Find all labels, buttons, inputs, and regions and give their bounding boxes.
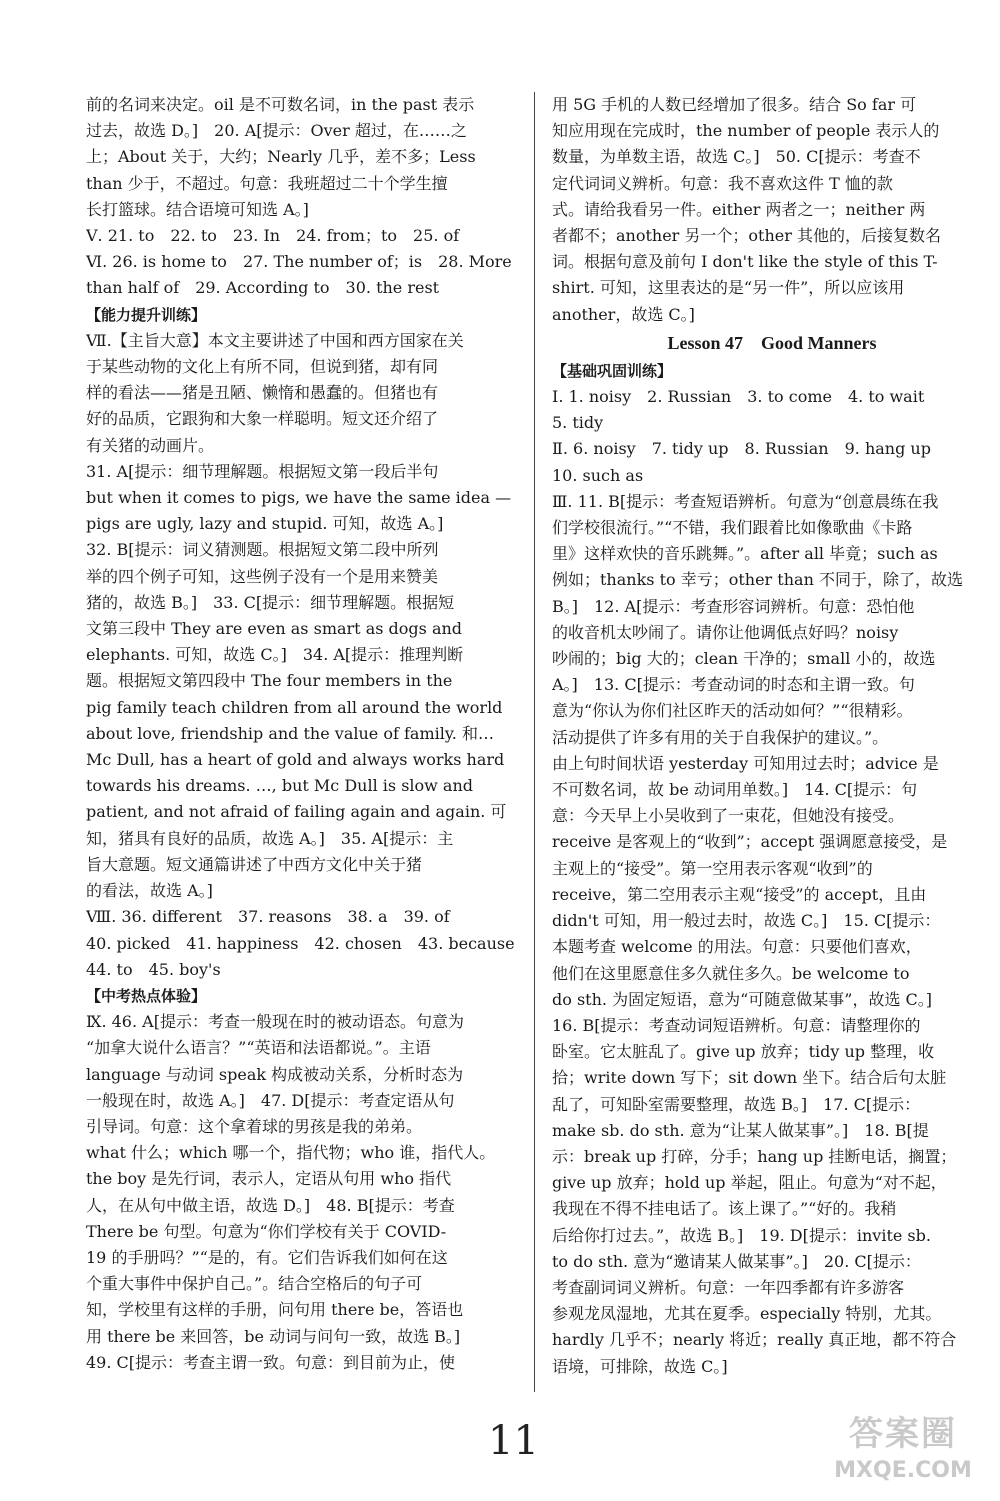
- text-line: Ⅵ. 26. is home to 27. The number of；is 28. More: [86, 252, 512, 272]
- text-line: Ⅰ. 1. noisy 2. Russian 3. to come 4. to wait: [552, 387, 925, 407]
- text-line: 5. tidy: [552, 413, 604, 433]
- text-line: 31. A[提示：细节理解题。根据短文第一段后半句: [86, 461, 439, 481]
- text-line: do sth. 为固定短语，意为“可随意做某事”，故选 C。]: [552, 989, 933, 1009]
- text-line: towards his dreams. …, but Mc Dull is slow and: [86, 776, 474, 796]
- text-line: 40. picked 41. happiness 42. chosen 43. because: [86, 933, 515, 953]
- text-line: 示：break up 打碎，分手；hang up 挂断电话，搁置；: [552, 1146, 957, 1166]
- text-line: 者都不；another 另一个；other 其他的，后接复数名: [552, 226, 941, 246]
- text-line: make sb. do sth. 意为“让某人做某事”。] 18. B[提: [552, 1120, 929, 1140]
- text-line: Ⅶ.【主旨大意】本文主要讲述了中国和西方国家在关: [86, 330, 464, 350]
- text-line: A。] 13. C[提示：考查动词的时态和主谓一致。句: [552, 675, 915, 695]
- text-line: 里》这样欢快的音乐跳舞。”。after all 毕竟；such as: [552, 544, 938, 564]
- text-line: 由上句时间状语 yesterday 可知用过去时；advice 是: [552, 753, 939, 773]
- text-line: 【能力提升训练】: [86, 305, 207, 324]
- text-line: 我现在不得不挂电话了。该上课了。”“好的。我稍: [552, 1199, 897, 1219]
- text-line: 【中考热点体验】: [86, 986, 207, 1005]
- text-line: 后给你打过去。”，故选 B。] 19. D[提示：invite sb.: [552, 1225, 931, 1245]
- text-line: 主观上的“接受”。第一空用表示客观“收到”的: [552, 858, 873, 878]
- text-line: 题。根据短文第四段中 The four members in the: [86, 671, 453, 691]
- right-column-top: [552, 92, 992, 328]
- text-line: another，故选 C。]: [552, 304, 695, 324]
- text-line: 考查副词词义辨析。句意：一年四季都有许多游客: [552, 1277, 905, 1297]
- text-line: B。] 12. A[提示：考查形容词辨析。句意：恐怕他: [552, 596, 915, 616]
- text-line: 前的名词来决定。oil 是不可数名词，in the past 表示: [86, 95, 475, 114]
- right-column-bottom: [552, 358, 992, 1380]
- text-line: 有关猪的动画片。: [86, 435, 215, 455]
- text-line: 用 there be 来回答，be 动词与问句一致，故选 B。]: [86, 1326, 461, 1346]
- text-line: 参观龙凤湿地，尤其在夏季。especially 特别，尤其。: [552, 1304, 942, 1324]
- text-line: patient, and not afraid of failing again and again. 可: [86, 802, 507, 822]
- text-line: 知，猪具有良好的品质，故选 A。] 35. A[提示：主: [86, 828, 454, 848]
- text-line: 意：今天早上小吴收到了一束花，但她没有接受。: [552, 806, 905, 826]
- text-line: 人，在从句中做主语，故选 D。] 48. B[提示：考查: [86, 1195, 455, 1215]
- text-line: Ⅸ. 46. A[提示：考查一般现在时的被动语态。句意为: [86, 1012, 464, 1032]
- text-line: 引导词。句意：这个拿着球的男孩是我的弟弟。: [86, 1116, 423, 1136]
- text-line: 们学校很流行。”“不错，我们跟着比如像歌曲《卡路: [552, 518, 913, 538]
- text-line: “加拿大说什么语言？”“英语和法语都说。”。主语: [86, 1038, 431, 1058]
- text-line: 于某些动物的文化上有所不同，但说到猪，却有同: [86, 357, 439, 377]
- text-line: 个重大事件中保护自己。”。结合空格后的句子可: [86, 1274, 423, 1294]
- text-line: Ⅴ. 21. to 22. to 23. In 24. from；to 25. of: [86, 226, 460, 246]
- lesson-title: Lesson 47 Good Manners: [667, 332, 877, 353]
- page-number: 11: [488, 1418, 539, 1464]
- text-line: 意为“你认为你们社区昨天的活动如何？”“很精彩。: [552, 701, 913, 721]
- text-line: shirt. 可知，这里表达的是“另一件”，所以应该用: [552, 278, 905, 298]
- text-line: 语境，可排除，故选 C。]: [552, 1356, 728, 1376]
- left-column: [86, 92, 518, 1376]
- text-line: receive，第二空用表示主观“接受”的 accept，且由: [552, 884, 927, 904]
- text-line: to do sth. 意为“邀请某人做某事”。] 20. C[提示：: [552, 1251, 921, 1271]
- text-line: 拾；write down 写下；sit down 坐下。结合后句太脏: [552, 1068, 947, 1088]
- text-line: 他们在这里愿意住多久就住多久。be welcome to: [552, 963, 910, 983]
- text-line: 10. such as: [552, 465, 644, 485]
- text-line: 的收音机太吵闹了。请你让他调低点好吗？noisy: [552, 622, 899, 642]
- text-line: 旨大意题。短文通篇讲述了中西方文化中关于猪: [86, 854, 423, 874]
- text-line: elephants. 可知，故选 C。] 34. A[提示：推理判断: [86, 645, 464, 665]
- text-line: There be 句型。句意为“你们学校有关于 COVID-: [86, 1221, 447, 1241]
- text-line: than half of 29. According to 30. the rest: [86, 278, 440, 298]
- text-line: language 与动词 speak 构成被动关系，分析时态为: [86, 1064, 464, 1084]
- text-line: 好的品质，它跟狗和大象一样聪明。短文还介绍了: [86, 409, 439, 429]
- text-line: receive 是客观上的“收到”；accept 强调愿意接受，是: [552, 832, 948, 852]
- text-line: 举的四个例子可知，这些例子没有一个是用来赞美: [86, 566, 439, 586]
- text-line: 猪的，故选 B。] 33. C[提示：细节理解题。根据短: [86, 592, 455, 612]
- column-divider: [534, 92, 535, 1392]
- text-line: 本题考查 welcome 的用法。句意：只要他们喜欢，: [552, 937, 922, 957]
- text-line: pigs are ugly, lazy and stupid. 可知，故选 A。]: [86, 514, 444, 534]
- text-line: pig family teach children from all around the world: [86, 697, 503, 717]
- text-line: Ⅲ. 11. B[提示：考查短语辨析。句意为“创意晨练在我: [552, 491, 939, 511]
- text-line: Ⅱ. 6. noisy 7. tidy up 8. Russian 9. hang up: [552, 439, 931, 459]
- text-line: the boy 是先行词，表示人，定语从句用 who 指代: [86, 1169, 452, 1189]
- right-column: [552, 92, 992, 1380]
- text-line: Ⅷ. 36. different 37. reasons 38. a 39. of: [86, 907, 450, 927]
- text-line: 乱了，可知卧室需要整理，故选 B。] 17. C[提示：: [552, 1094, 921, 1114]
- text-line: 过去，故选 D。] 20. A[提示：Over 超过，在……之: [86, 121, 467, 141]
- text-line: 活动提供了许多有用的关于自我保护的建议。”。: [552, 727, 889, 747]
- text-line: 文第三段中 They are even as smart as dogs and: [86, 619, 463, 639]
- text-line: 例如；thanks to 幸亏；other than 不同于，除了，故选: [552, 570, 963, 590]
- text-line: 知，学校里有这样的手册，问句用 there be，答语也: [86, 1300, 464, 1320]
- text-line: about love, friendship and the value of family. 和…: [86, 723, 494, 743]
- text-line: 吵闹的；big 大的；clean 干净的；small 小的，故选: [552, 649, 936, 669]
- text-line: give up 放弃；hold up 举起，阻止。句意为“对不起，: [552, 1173, 947, 1193]
- text-line: 一般现在时，故选 A。] 47. D[提示：考查定语从句: [86, 1090, 455, 1110]
- text-line: 式。请给我看另一件。either 两者之一；neither 两: [552, 199, 926, 219]
- text-line: 【基础巩固训练】: [552, 361, 673, 380]
- text-line: hardly 几乎不；nearly 将近；really 真正地，都不符合: [552, 1330, 957, 1350]
- watermark-logo: [818, 1412, 988, 1496]
- text-line: Mc Dull, has a heart of gold and always works hard: [86, 750, 505, 770]
- text-line: 49. C[提示：考查主谓一致。句意：到目前为止，使: [86, 1352, 456, 1372]
- text-line: 样的看法——猪是丑陋、懒惰和愚蠢的。但猪也有: [86, 383, 439, 403]
- text-line: what 什么；which 哪一个，指代物；who 谁，指代人。: [86, 1143, 496, 1163]
- text-line: 上；About 关于，大约；Nearly 几乎，差不多；Less: [86, 147, 476, 167]
- text-line: 用 5G 手机的人数已经增加了很多。结合 So far 可: [552, 95, 917, 114]
- text-line: than 少于，不超过。句意：我班超过二十个学生擅: [86, 173, 448, 193]
- text-line: 32. B[提示：词义猜测题。根据短文第二段中所列: [86, 540, 439, 560]
- watermark-line1: 答案圈: [849, 1414, 957, 1454]
- text-line: but when it comes to pigs, we have the same idea —: [86, 488, 512, 508]
- text-line: 长打篮球。结合语境可知选 A。]: [86, 199, 309, 219]
- text-line: 知应用现在完成时，the number of people 表示人的: [552, 121, 940, 141]
- text-line: 不可数名词，故 be 动词用单数。] 14. C[提示：句: [552, 780, 918, 800]
- text-line: 定代词词义辨析。句意：我不喜欢这件 T 恤的款: [552, 173, 893, 193]
- text-line: 词。根据句意及前句 I don't like the style of this T-: [552, 252, 938, 272]
- watermark-line2: MXQE.COM: [834, 1458, 972, 1483]
- text-line: 的看法，故选 A。]: [86, 881, 213, 901]
- text-line: 16. B[提示：考查动词短语辨析。句意：请整理你的: [552, 1015, 921, 1035]
- text-line: didn't 可知，用一般过去时，故选 C。] 15. C[提示：: [552, 911, 941, 931]
- text-line: 19 的手册吗？”“是的，有。它们告诉我们如何在这: [86, 1247, 448, 1267]
- text-line: 数量，为单数主语，故选 C。] 50. C[提示：考查不: [552, 147, 921, 167]
- text-line: 44. to 45. boy's: [86, 959, 221, 979]
- text-line: 卧室。它太脏乱了。give up 放弃；tidy up 整理，收: [552, 1042, 935, 1062]
